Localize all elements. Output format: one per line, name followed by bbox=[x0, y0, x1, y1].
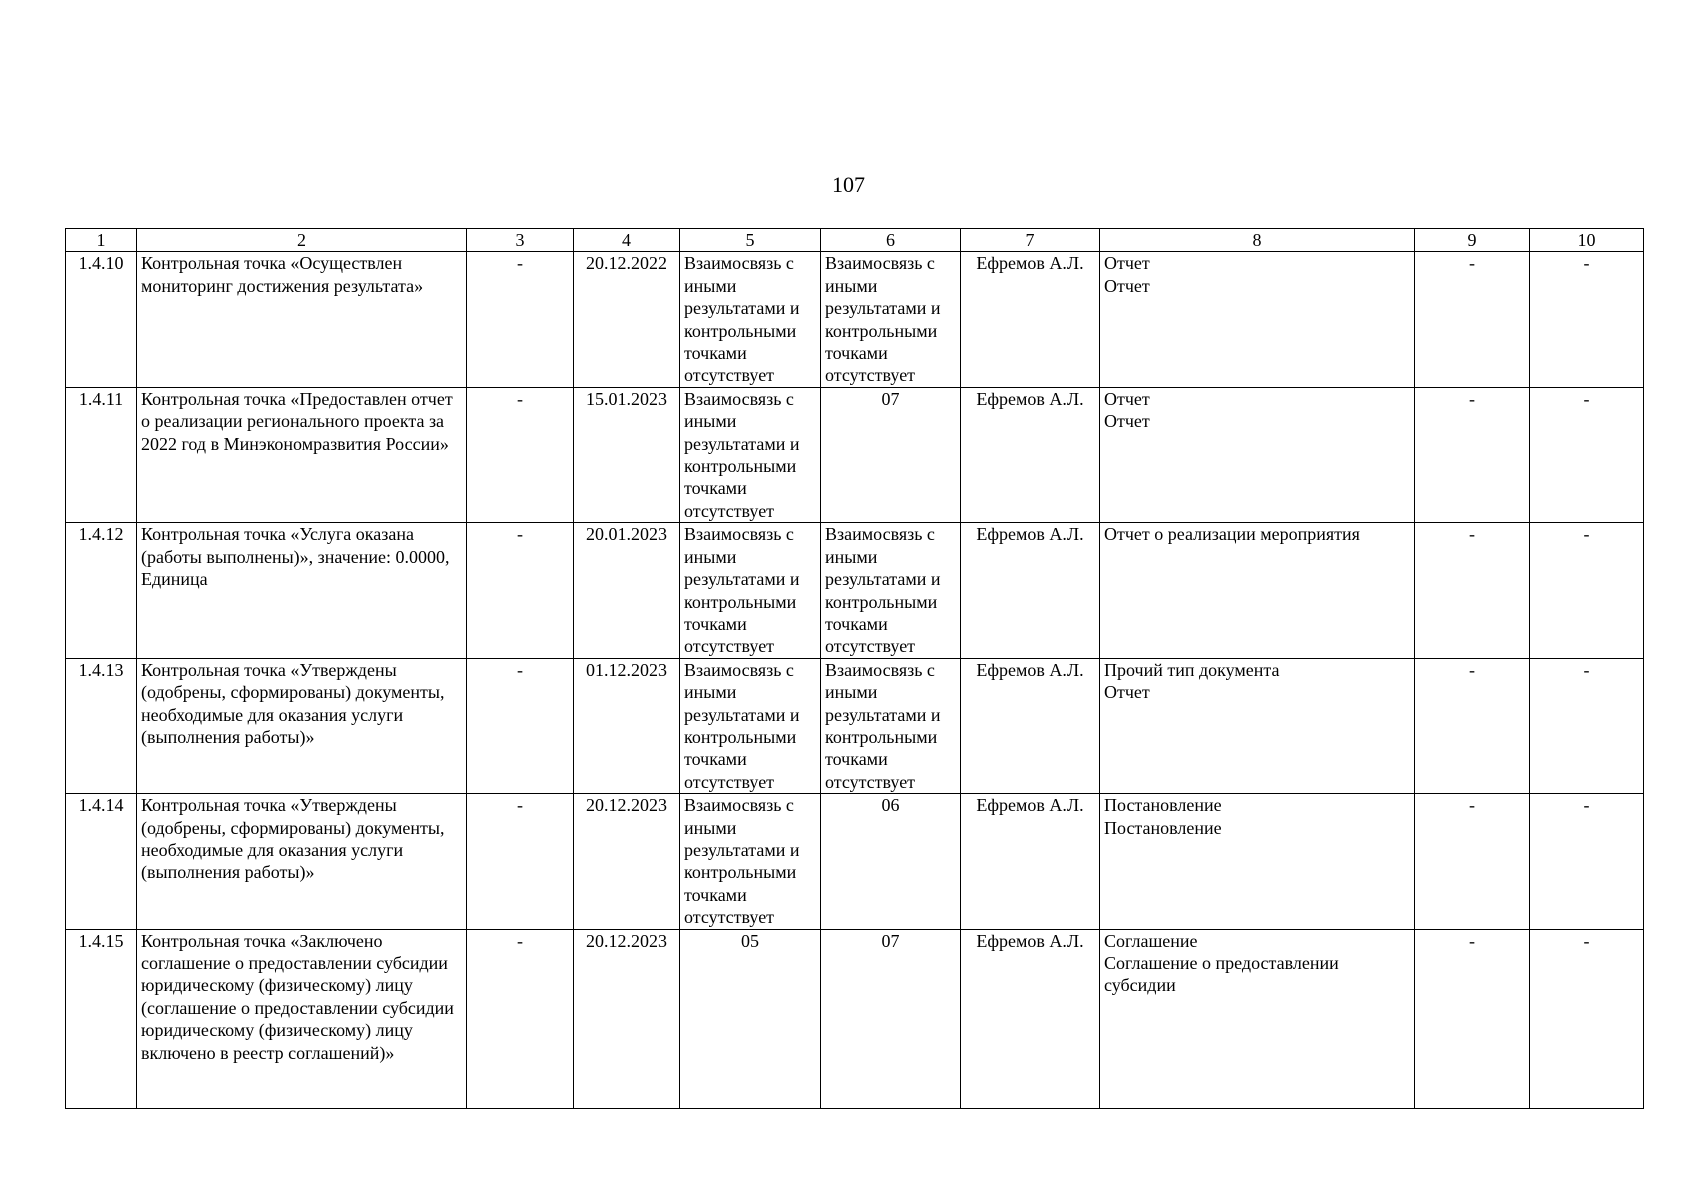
document-type: Отчет bbox=[1104, 411, 1150, 432]
table-row bbox=[66, 794, 1644, 929]
document-type: Постановление bbox=[1104, 795, 1222, 816]
cell-successor: 07 bbox=[821, 387, 961, 522]
cell-col10: - bbox=[1530, 929, 1644, 1108]
cell-col3: - bbox=[467, 252, 574, 387]
cell-col9: - bbox=[1415, 794, 1530, 929]
cell-predecessor: Взаимосвязь с иными результатами и контрольными точками отсутствует bbox=[680, 523, 821, 658]
column-header: 9 bbox=[1415, 229, 1530, 252]
document-type: Соглашение о предоставлении субсидии bbox=[1104, 953, 1339, 996]
table-row bbox=[66, 523, 1644, 658]
cell-predecessor: Взаимосвязь с иными результатами и контрольными точками отсутствует bbox=[680, 794, 821, 929]
column-header: 1 bbox=[66, 229, 137, 252]
cell-date: 01.12.2023 bbox=[574, 658, 680, 793]
table-row bbox=[66, 387, 1644, 522]
cell-date: 20.12.2023 bbox=[574, 929, 680, 1108]
cell-col9: - bbox=[1415, 523, 1530, 658]
cell-successor: 06 bbox=[821, 794, 961, 929]
cell-control-point-name: Контрольная точка «Осуществлен мониторинг достижения результата» bbox=[137, 252, 467, 387]
cell-col10: - bbox=[1530, 252, 1644, 387]
cell-responsible: Ефремов А.Л. bbox=[961, 658, 1100, 793]
cell-predecessor: Взаимосвязь с иными результатами и контрольными точками отсутствует bbox=[680, 658, 821, 793]
cell-col9: - bbox=[1415, 929, 1530, 1108]
cell-documents bbox=[1100, 252, 1415, 387]
cell-documents bbox=[1100, 387, 1415, 522]
cell-col10: - bbox=[1530, 794, 1644, 929]
cell-col3: - bbox=[467, 794, 574, 929]
table-row bbox=[66, 929, 1644, 1108]
cell-successor: Взаимосвязь с иными результатами и контрольными точками отсутствует bbox=[821, 523, 961, 658]
document-type: Постановление bbox=[1104, 817, 1222, 838]
control-points-table bbox=[65, 228, 1644, 1109]
cell-date: 20.12.2022 bbox=[574, 252, 680, 387]
column-header: 5 bbox=[680, 229, 821, 252]
cell-col9: - bbox=[1415, 252, 1530, 387]
cell-documents bbox=[1100, 794, 1415, 929]
cell-number: 1.4.12 bbox=[66, 523, 137, 658]
column-header: 4 bbox=[574, 229, 680, 252]
cell-predecessor: Взаимосвязь с иными результатами и контрольными точками отсутствует bbox=[680, 387, 821, 522]
document-type: Отчет bbox=[1104, 253, 1150, 274]
cell-number: 1.4.10 bbox=[66, 252, 137, 387]
cell-predecessor: Взаимосвязь с иными результатами и контрольными точками отсутствует bbox=[680, 252, 821, 387]
cell-control-point-name: Контрольная точка «Заключено соглашение о предоставлении субсидии юридическому (физическому) лицу (соглашение о предоставлении субсидии юридическому (физическому) лицу включено в реестр соглашений)» bbox=[137, 929, 467, 1108]
cell-control-point-name: Контрольная точка «Утверждены (одобрены, сформированы) документы, необходимые для оказания услуги (выполнения работы)» bbox=[137, 658, 467, 793]
cell-col10: - bbox=[1530, 387, 1644, 522]
document-type: Соглашение bbox=[1104, 930, 1198, 951]
cell-successor: Взаимосвязь с иными результатами и контрольными точками отсутствует bbox=[821, 252, 961, 387]
cell-responsible: Ефремов А.Л. bbox=[961, 387, 1100, 522]
column-header: 2 bbox=[137, 229, 467, 252]
cell-col3: - bbox=[467, 523, 574, 658]
cell-successor: 07 bbox=[821, 929, 961, 1108]
document-type: Прочий тип документа bbox=[1104, 659, 1280, 680]
cell-col3: - bbox=[467, 929, 574, 1108]
cell-successor: Взаимосвязь с иными результатами и контрольными точками отсутствует bbox=[821, 658, 961, 793]
cell-responsible: Ефремов А.Л. bbox=[961, 523, 1100, 658]
cell-responsible: Ефремов А.Л. bbox=[961, 929, 1100, 1108]
column-header: 6 bbox=[821, 229, 961, 252]
cell-documents bbox=[1100, 523, 1415, 658]
cell-col3: - bbox=[467, 387, 574, 522]
cell-col10: - bbox=[1530, 658, 1644, 793]
column-header: 8 bbox=[1100, 229, 1415, 252]
cell-col9: - bbox=[1415, 658, 1530, 793]
cell-col3: - bbox=[467, 658, 574, 793]
cell-number: 1.4.14 bbox=[66, 794, 137, 929]
cell-number: 1.4.15 bbox=[66, 929, 137, 1108]
document-type: Отчет bbox=[1104, 388, 1150, 409]
cell-control-point-name: Контрольная точка «Утверждены (одобрены, сформированы) документы, необходимые для оказания услуги (выполнения работы)» bbox=[137, 794, 467, 929]
cell-date: 20.12.2023 bbox=[574, 794, 680, 929]
cell-col10: - bbox=[1530, 523, 1644, 658]
cell-documents bbox=[1100, 658, 1415, 793]
cell-control-point-name: Контрольная точка «Предоставлен отчет о реализации регионального проекта за 2022 год в Минэкономразвития России» bbox=[137, 387, 467, 522]
document-type: Отчет bbox=[1104, 682, 1150, 703]
cell-responsible: Ефремов А.Л. bbox=[961, 794, 1100, 929]
cell-date: 20.01.2023 bbox=[574, 523, 680, 658]
table-row bbox=[66, 658, 1644, 793]
cell-col9: - bbox=[1415, 387, 1530, 522]
cell-number: 1.4.13 bbox=[66, 658, 137, 793]
cell-number: 1.4.11 bbox=[66, 387, 137, 522]
cell-control-point-name: Контрольная точка «Услуга оказана (работы выполнены)», значение: 0.0000, Единица bbox=[137, 523, 467, 658]
cell-date: 15.01.2023 bbox=[574, 387, 680, 522]
column-header: 10 bbox=[1530, 229, 1644, 252]
column-header: 3 bbox=[467, 229, 574, 252]
cell-documents bbox=[1100, 929, 1415, 1108]
column-header: 7 bbox=[961, 229, 1100, 252]
cell-predecessor: 05 bbox=[680, 929, 821, 1108]
document-type: Отчет bbox=[1104, 275, 1150, 296]
column-number-row bbox=[66, 229, 1644, 252]
table-row bbox=[66, 252, 1644, 387]
document-type: Отчет о реализации мероприятия bbox=[1104, 524, 1360, 545]
page-number: 107 bbox=[832, 172, 865, 197]
cell-responsible: Ефремов А.Л. bbox=[961, 252, 1100, 387]
